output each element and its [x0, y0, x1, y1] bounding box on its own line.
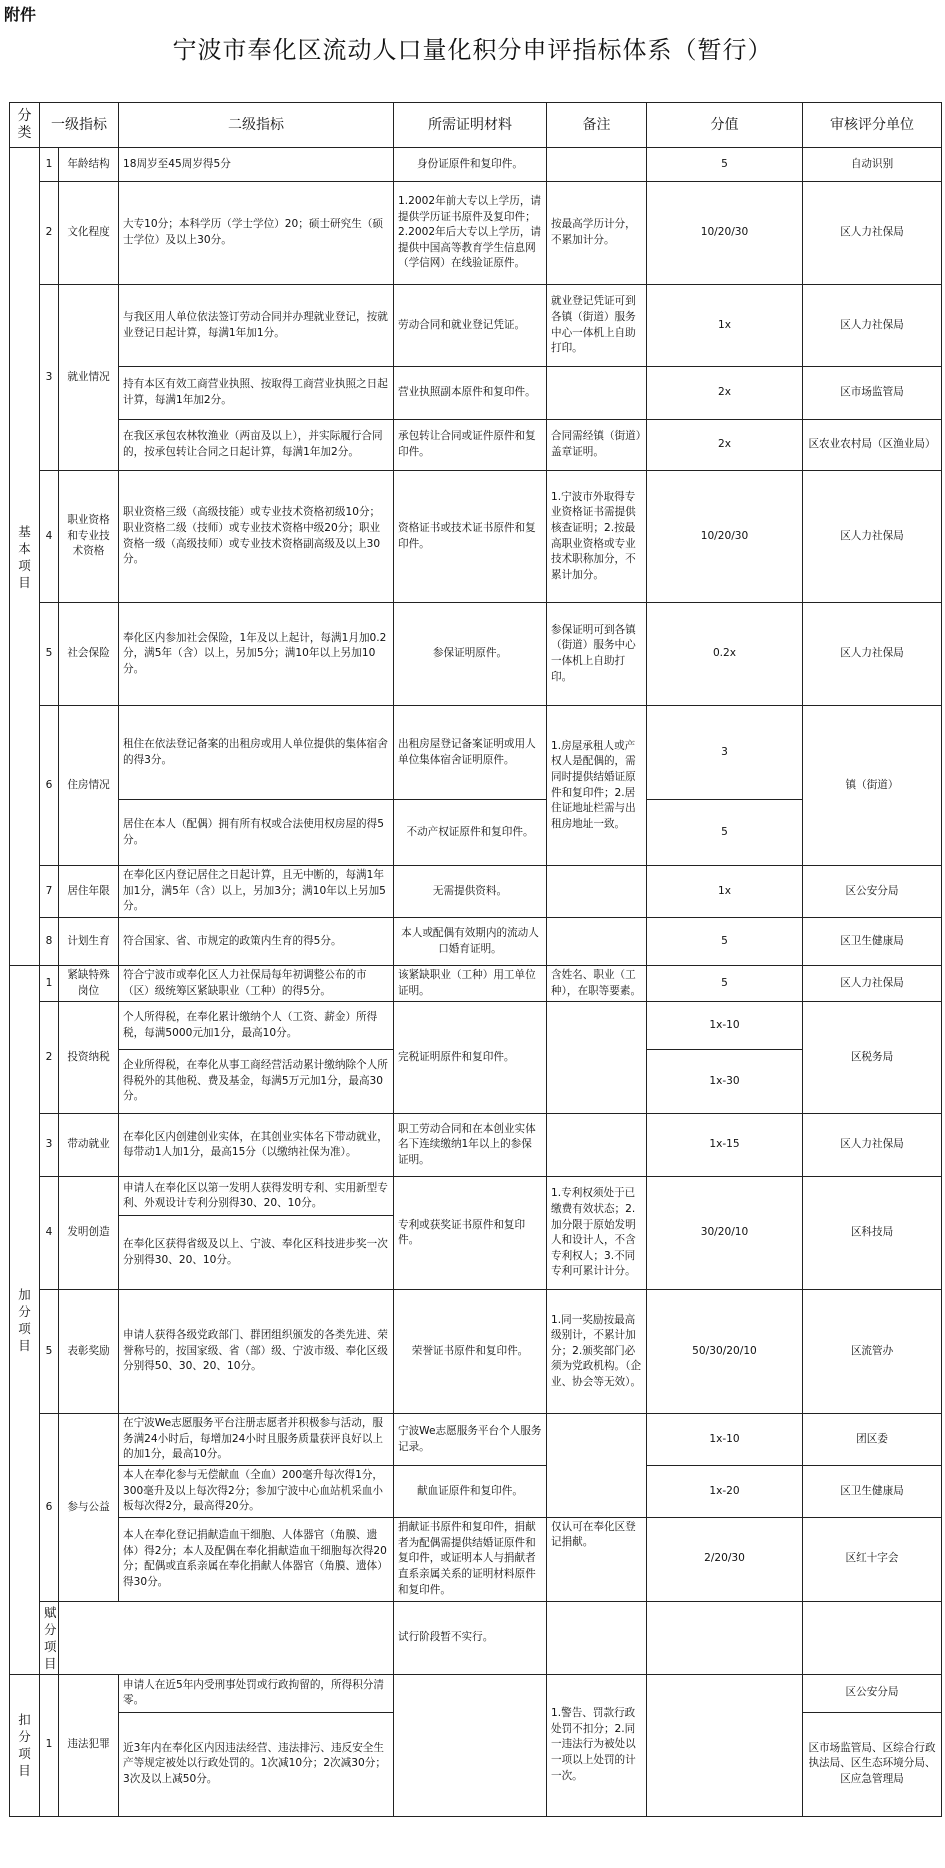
level1-indicator: 计划生育	[59, 918, 119, 966]
reviewer-cell: 区人力社保局	[803, 471, 942, 603]
category-basic: 基本项目	[10, 148, 40, 966]
level1-indicator: 住房情况	[59, 706, 119, 866]
page-title: 宁波市奉化区流动人口量化积分申评指标体系（暂行）	[172, 36, 773, 64]
remarks-cell: 合同需经镇（街道）盖章证明。	[547, 420, 647, 471]
row-number: 2	[40, 1002, 59, 1114]
level2-indicator: 在我区承包农林牧渔业（两亩及以上），并实际履行合同的，按承包转让合同之日起计算，每满1年加2分。	[119, 420, 394, 471]
reviewer-cell: 区市场监管局	[803, 367, 942, 420]
level2-indicator: 职业资格三级（高级技能）或专业技术资格初级10分；职业资格二级（技师）或专业技术资格中级20分；职业资格一级（高级技师）或专业技术资格副高级及以上30分。	[119, 471, 394, 603]
table-row	[10, 800, 942, 866]
score-cell	[647, 1674, 803, 1816]
table-row	[10, 367, 942, 420]
score-cell: 10/20/30	[647, 471, 803, 603]
score-cell: 5	[647, 800, 803, 866]
col-header-remarks: 备注	[547, 103, 647, 148]
level2-indicator: 符合国家、省、市规定的政策内生育的得5分。	[119, 918, 394, 966]
table-row	[10, 182, 942, 285]
level2-indicator: 持有本区有效工商营业执照、按取得工商营业执照之日起计算，每满1年加2分。	[119, 367, 394, 420]
row-number: 5	[40, 603, 59, 706]
level2-indicator: 个人所得税，在奉化累计缴纳个人（工资、薪金）所得税，每满5000元加1分，最高10分。	[119, 1002, 394, 1050]
reviewer-cell: 区人力社保局	[803, 966, 942, 1002]
col-header-category: 分类	[10, 103, 40, 148]
col-header-level2: 二级指标	[119, 103, 394, 148]
reviewer-cell: 区市场监管局、区综合行政执法局、区生态环境分局、区应急管理局	[803, 1712, 942, 1816]
score-cell: 1x	[647, 866, 803, 918]
materials-cell: 资格证书或技术证书原件和复印件。	[394, 471, 547, 603]
col-header-level1: 一级指标	[40, 103, 119, 148]
remarks-cell: 1.专利权须处于已缴费有效状态；2.加分限于原始发明人和设计人，不含专利权人；3.不同专利可累计计分。	[547, 1177, 647, 1290]
table-row	[10, 603, 942, 706]
level1-indicator: 职业资格和专业技术资格	[59, 471, 119, 603]
reviewer-cell: 区卫生健康局	[803, 1465, 942, 1517]
level2-indicator: 申请人在奉化区以第一发明人获得发明专利、实用新型专利、外观设计专利分别得30、20、10分。	[119, 1177, 394, 1216]
level2-indicator: 本人在奉化参与无偿献血（全血）200毫升每次得1分，300毫升及以上每次得2分；参加宁波中心血站机采血小板每次得2分，最高得20分。	[119, 1465, 394, 1517]
materials-cell: 1.2002年前大专以上学历，请提供学历证书原件及复印件；2.2002年后大专以上学历，请提供中国高等教育学生信息网（学信网）在线验证原件。	[394, 182, 547, 285]
remarks-cell	[547, 866, 647, 918]
table-row	[10, 1465, 942, 1517]
reviewer-cell: 镇（街道）	[803, 706, 942, 866]
score-cell: 1x-20	[647, 1465, 803, 1517]
level2-indicator: 18周岁至45周岁得5分	[119, 148, 394, 182]
category-bonus-score: 赋分项目	[40, 1601, 59, 1674]
table-row	[10, 471, 942, 603]
level1-indicator: 表彰奖励	[59, 1290, 119, 1414]
materials-cell: 该紧缺职业（工种）用工单位证明。	[394, 966, 547, 1002]
score-cell: 5	[647, 966, 803, 1002]
remarks-cell	[547, 1414, 647, 1518]
score-cell: 1x-15	[647, 1114, 803, 1177]
materials-cell: 荣誉证书原件和复印件。	[394, 1290, 547, 1414]
row-number: 1	[40, 148, 59, 182]
remarks-cell: 1.宁波市外取得专业资格证书需提供核查证明；2.按最高职业资格或专业技术职称加分，不累计加分。	[547, 471, 647, 603]
table-row	[10, 866, 942, 918]
score-cell: 1x-30	[647, 1050, 803, 1114]
table-row	[10, 1517, 942, 1601]
score-cell	[803, 1601, 942, 1674]
remarks-cell	[547, 918, 647, 966]
materials-cell: 身份证原件和复印件。	[394, 148, 547, 182]
level2-indicator: 企业所得税，在奉化从事工商经营活动累计缴纳除个人所得税外的其他税、费及基金，每满5万元加1分，最高30分。	[119, 1050, 394, 1114]
col-header-score: 分值	[647, 103, 803, 148]
score-cell: 30/20/10	[647, 1177, 803, 1290]
remarks-cell: 仅认可在奉化区登记捐献。	[547, 1517, 647, 1601]
row-number: 1	[40, 966, 59, 1002]
table-row	[10, 918, 942, 966]
level2-indicator: 在奉化区获得省级及以上、宁波、奉化区科技进步奖一次分别得30、20、10分。	[119, 1216, 394, 1290]
reviewer-cell: 区人力社保局	[803, 285, 942, 367]
materials-cell: 捐献证书原件和复印件，捐献者为配偶需提供结婚证原件和复印件，或证明本人与捐献者直系亲属关系的证明材料原件和复印件。	[394, 1517, 547, 1601]
level1-indicator	[59, 1601, 394, 1674]
materials-cell: 无需提供资料。	[394, 866, 547, 918]
table-row	[10, 1601, 942, 1674]
materials-cell: 承包转让合同或证件原件和复印件。	[394, 420, 547, 471]
materials-cell: 专利或获奖证书原件和复印件。	[394, 1177, 547, 1290]
table-row	[10, 1290, 942, 1414]
table-row	[10, 420, 942, 471]
table-row	[10, 966, 942, 1002]
level1-indicator: 文化程度	[59, 182, 119, 285]
score-cell: 5	[647, 918, 803, 966]
row-number: 6	[40, 706, 59, 866]
remarks-cell: 1.房屋承租人或产权人是配偶的，需同时提供结婚证原件和复印件；2.居住证地址栏需与出租房地址一致。	[547, 706, 647, 866]
score-cell: 2x	[647, 367, 803, 420]
row-number: 6	[40, 1414, 59, 1602]
score-cell: 5	[647, 148, 803, 182]
level1-indicator: 居住年限	[59, 866, 119, 918]
score-cell: 2x	[647, 420, 803, 471]
score-cell: 2/20/30	[647, 1517, 803, 1601]
table-row	[10, 1114, 942, 1177]
table-row	[10, 1674, 942, 1712]
row-number: 7	[40, 866, 59, 918]
reviewer-cell: 自动识别	[803, 148, 942, 182]
materials-cell	[394, 1674, 547, 1816]
level1-indicator: 发明创造	[59, 1177, 119, 1290]
level2-indicator: 符合宁波市或奉化区人力社保局每年初调整公布的市（区）级统筹区紧缺职业（工种）的得5分。	[119, 966, 394, 1002]
level2-indicator: 奉化区内参加社会保险，1年及以上起计，每满1月加0.2分，满5年（含）以上，另加5分；满10年以上另加10分。	[119, 603, 394, 706]
materials-cell: 完税证明原件和复印件。	[394, 1002, 547, 1114]
materials-cell: 献血证原件和复印件。	[394, 1465, 547, 1517]
row-number: 1	[40, 1674, 59, 1816]
level2-indicator: 试行阶段暂不实行。	[394, 1601, 547, 1674]
remarks-cell: 就业登记凭证可到各镇（街道）服务中心一体机上自助打印。	[547, 285, 647, 367]
level2-indicator: 租住在依法登记备案的出租房或用人单位提供的集体宿舍的得3分。	[119, 706, 394, 800]
level1-indicator: 社会保险	[59, 603, 119, 706]
reviewer-cell: 区税务局	[803, 1002, 942, 1114]
attachment-label: 附件	[4, 5, 37, 24]
reviewer-cell: 区流管办	[803, 1290, 942, 1414]
level1-indicator: 年龄结构	[59, 148, 119, 182]
row-number: 8	[40, 918, 59, 966]
table-row	[10, 1177, 942, 1216]
score-cell: 1x	[647, 285, 803, 367]
materials-cell: 参保证明原件。	[394, 603, 547, 706]
level2-indicator: 居住在本人（配偶）拥有所有权或合法使用权房屋的得5分。	[119, 800, 394, 866]
remarks-cell	[547, 1114, 647, 1177]
level2-indicator: 本人在奉化登记捐献造血干细胞、人体器官（角膜、遗体）得2分；本人及配偶在奉化捐献造血干细胞每次得20分；配偶或直系亲属在奉化捐献人体器官（角膜、遗体）得30分。	[119, 1517, 394, 1601]
reviewer-cell: 区人力社保局	[803, 603, 942, 706]
reviewer-cell: 团区委	[803, 1414, 942, 1466]
materials-cell: 营业执照副本原件和复印件。	[394, 367, 547, 420]
level1-indicator: 就业情况	[59, 285, 119, 471]
row-number: 4	[40, 471, 59, 603]
reviewer-cell: 区科技局	[803, 1177, 942, 1290]
remarks-cell: 1.警告、罚款行政处罚不扣分；2.同一违法行为被处以一项以上处罚的计一次。	[547, 1674, 647, 1816]
indicator-table	[9, 102, 942, 1817]
row-number: 3	[40, 1114, 59, 1177]
remarks-cell: 按最高学历计分，不累加计分。	[547, 182, 647, 285]
table-row	[10, 706, 942, 800]
level2-indicator: 申请人获得各级党政部门、群团组织颁发的各类先进、荣誉称号的，按国家级、省（部）级、宁波市级、奉化区级分别得50、30、20、10分。	[119, 1290, 394, 1414]
level2-indicator: 大专10分；本科学历（学士学位）20；硕士研究生（硕士学位）及以上30分。	[119, 182, 394, 285]
table-row	[10, 285, 942, 367]
materials-cell: 劳动合同和就业登记凭证。	[394, 285, 547, 367]
row-number: 2	[40, 182, 59, 285]
reviewer-cell: 区人力社保局	[803, 182, 942, 285]
remarks-cell	[547, 1002, 647, 1114]
table-row	[10, 1002, 942, 1050]
table-row	[10, 148, 942, 182]
materials-cell	[547, 1601, 647, 1674]
remarks-cell: 参保证明可到各镇（街道）服务中心一体机上自助打印。	[547, 603, 647, 706]
table-row	[10, 1414, 942, 1466]
level1-indicator: 违法犯罪	[59, 1674, 119, 1816]
materials-cell: 本人或配偶有效期内的流动人口婚育证明。	[394, 918, 547, 966]
reviewer-cell: 区卫生健康局	[803, 918, 942, 966]
reviewer-cell: 区红十字会	[803, 1517, 942, 1601]
score-cell: 1x-10	[647, 1414, 803, 1466]
col-header-materials: 所需证明材料	[394, 103, 547, 148]
materials-cell: 职工劳动合同和在本创业实体名下连续缴纳1年以上的参保证明。	[394, 1114, 547, 1177]
category-deduct: 扣分项目	[10, 1674, 40, 1816]
remarks-cell	[547, 367, 647, 420]
level2-indicator: 申请人在近5年内受刑事处罚或行政拘留的，所得积分清零。	[119, 1674, 394, 1712]
level1-indicator: 带动就业	[59, 1114, 119, 1177]
remarks-cell: 1.同一奖励按最高级别计，不累计加分；2.颁奖部门必须为党政机构。（企业、协会等无效）。	[547, 1290, 647, 1414]
level2-indicator: 近3年内在奉化区内因违法经营、违法排污、违反安全生产等规定被处以行政处罚的。1次减10分；2次减30分；3次及以上减50分。	[119, 1712, 394, 1816]
level2-indicator: 在奉化区内登记居住之日起计算，且无中断的，每满1年加1分，满5年（含）以上，另加3分；满10年以上另加5分。	[119, 866, 394, 918]
reviewer-cell: 区公安分局	[803, 1674, 942, 1712]
level1-indicator: 紧缺特殊岗位	[59, 966, 119, 1002]
row-number: 3	[40, 285, 59, 471]
score-cell: 1x-10	[647, 1002, 803, 1050]
score-cell: 50/30/20/10	[647, 1290, 803, 1414]
materials-cell: 出租房屋登记备案证明或用人单位集体宿舍证明原件。	[394, 706, 547, 800]
level2-indicator: 在宁波We志愿服务平台注册志愿者并积极参与活动，服务满24小时后，每增加24小时且服务质量获评良好以上的加1分，最高10分。	[119, 1414, 394, 1466]
table-header-row	[10, 103, 942, 148]
remarks-cell	[547, 148, 647, 182]
category-bonus: 加分项目	[10, 966, 40, 1675]
row-number: 5	[40, 1290, 59, 1414]
row-number: 4	[40, 1177, 59, 1290]
col-header-reviewer: 审核评分单位	[803, 103, 942, 148]
level2-indicator: 与我区用人单位依法签订劳动合同并办理就业登记，按就业登记日起计算，每满1年加1分。	[119, 285, 394, 367]
materials-cell: 不动产权证原件和复印件。	[394, 800, 547, 866]
level2-indicator: 在奉化区内创建创业实体，在其创业实体名下带动就业，每带动1人加1分，最高15分（以缴纳社保为准）。	[119, 1114, 394, 1177]
score-cell: 3	[647, 706, 803, 800]
reviewer-cell: 区人力社保局	[803, 1114, 942, 1177]
reviewer-cell: 区农业农村局（区渔业局）	[803, 420, 942, 471]
level1-indicator: 投资纳税	[59, 1002, 119, 1114]
score-cell: 10/20/30	[647, 182, 803, 285]
remarks-cell	[647, 1601, 803, 1674]
reviewer-cell: 区公安分局	[803, 866, 942, 918]
materials-cell: 宁波We志愿服务平台个人服务记录。	[394, 1414, 547, 1466]
level1-indicator: 参与公益	[59, 1414, 119, 1602]
remarks-cell: 含姓名、职业（工种），在职等要素。	[547, 966, 647, 1002]
score-cell: 0.2x	[647, 603, 803, 706]
